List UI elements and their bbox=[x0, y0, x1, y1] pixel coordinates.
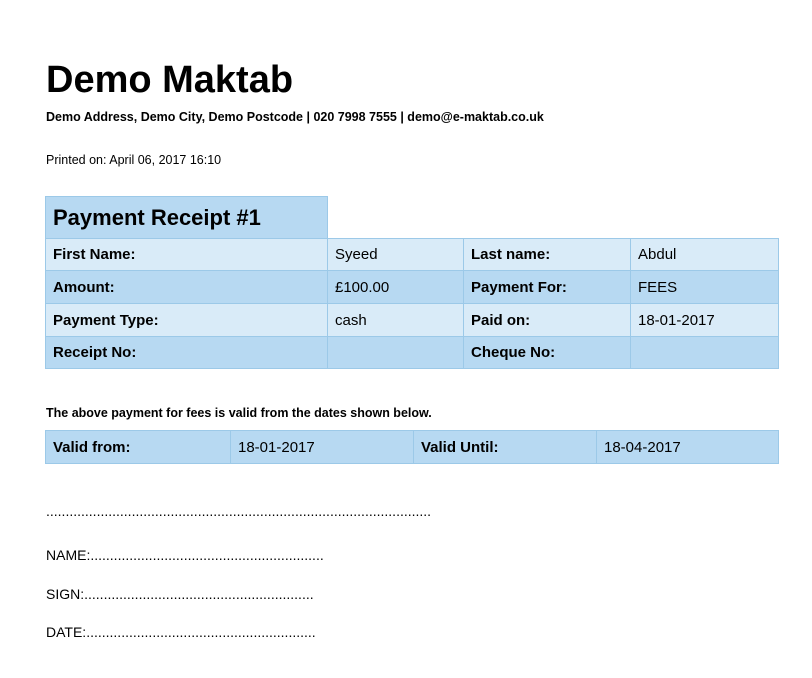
printed-on-timestamp: Printed on: April 06, 2017 16:10 bbox=[46, 153, 222, 167]
sign-line: SIGN:........................................................... bbox=[46, 586, 314, 602]
name-line: NAME:............................................................ bbox=[46, 547, 324, 563]
first-name-value: Syeed bbox=[327, 238, 464, 271]
paid-on-label: Paid on: bbox=[463, 303, 631, 337]
amount-label: Amount: bbox=[45, 270, 328, 304]
receipt-title: Payment Receipt #1 bbox=[45, 196, 328, 239]
cheque-no-value bbox=[630, 336, 779, 369]
paid-on-value: 18-01-2017 bbox=[630, 303, 779, 337]
valid-until-label: Valid Until: bbox=[413, 430, 597, 464]
payment-for-label: Payment For: bbox=[463, 270, 631, 304]
amount-value: £100.00 bbox=[327, 270, 464, 304]
valid-from-label: Valid from: bbox=[45, 430, 231, 464]
cheque-no-label: Cheque No: bbox=[463, 336, 631, 369]
first-name-label: First Name: bbox=[45, 238, 328, 271]
valid-from-value: 18-01-2017 bbox=[230, 430, 414, 464]
receipt-no-label: Receipt No: bbox=[45, 336, 328, 369]
last-name-label: Last name: bbox=[463, 238, 631, 271]
validity-note: The above payment for fees is valid from the dates shown below. bbox=[46, 406, 432, 420]
organization-name: Demo Maktab bbox=[46, 59, 294, 101]
date-line: DATE:........................................................... bbox=[46, 624, 316, 640]
signature-dotted-line: ................................................................................................... bbox=[46, 503, 432, 519]
organization-address: Demo Address, Demo City, Demo Postcode | 020 7998 7555 | demo@e-maktab.co.uk bbox=[46, 110, 544, 124]
receipt-no-value bbox=[327, 336, 464, 369]
payment-for-value: FEES bbox=[630, 270, 779, 304]
payment-type-label: Payment Type: bbox=[45, 303, 328, 337]
last-name-value: Abdul bbox=[630, 238, 779, 271]
valid-until-value: 18-04-2017 bbox=[596, 430, 779, 464]
payment-type-value: cash bbox=[327, 303, 464, 337]
